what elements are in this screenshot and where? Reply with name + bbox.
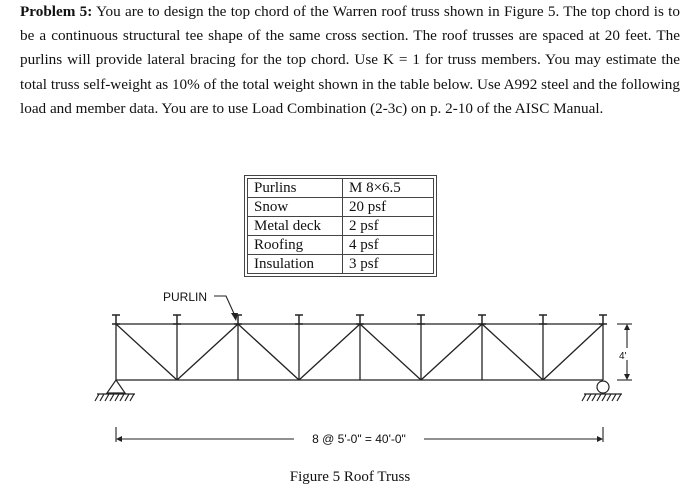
load-value: 4 psf xyxy=(343,236,434,255)
figure-caption: Figure 5 Roof Truss xyxy=(289,469,411,485)
diagonal-member xyxy=(360,324,421,380)
problem-statement xyxy=(20,0,680,121)
load-value: 2 psf xyxy=(343,217,434,236)
table-row xyxy=(248,236,434,255)
problem-text: You are to design the top chord of the Warren roof truss shown in Figure 5. The top chord is to be a continuous structural tee shape of the same cross section. The roof trusses are spaced at 20 feet. The purlins will provide lateral bracing for the top chord. Use K = 1 for truss members. You may estimate the total truss self-weight as 10% of the total weight shown in the table below. Use A992 steel and the following load and member data. You are to use Load Combination (2-3c) on p. 2-10 of the AISC Manual. xyxy=(20,3,680,117)
load-item: Roofing xyxy=(248,236,343,255)
purlin xyxy=(112,315,607,324)
diagonal-member xyxy=(421,324,482,380)
diagonal-member xyxy=(482,324,543,380)
table-row xyxy=(248,217,434,236)
span-label: 8 @ 5'-0" = 40'-0" xyxy=(312,432,406,446)
table-row xyxy=(248,198,434,217)
load-value: M 8×6.5 xyxy=(343,179,434,198)
purlin-label: PURLIN xyxy=(163,290,208,304)
load-table xyxy=(247,178,434,274)
height-label: 4' xyxy=(619,351,627,362)
purlin-leader-arrow xyxy=(231,313,238,321)
load-item: Purlins xyxy=(248,179,343,198)
diagonal-member xyxy=(543,324,603,380)
table-row xyxy=(248,255,434,274)
diagonal-member xyxy=(238,324,299,380)
roller-support xyxy=(582,381,622,401)
load-item: Snow xyxy=(248,198,343,217)
truss-figure xyxy=(0,280,700,465)
pin-support xyxy=(95,380,135,401)
diagonal-member xyxy=(116,324,177,380)
load-value: 3 psf xyxy=(343,255,434,274)
problem-label: Problem 5: xyxy=(20,3,93,20)
load-value: 20 psf xyxy=(343,198,434,217)
diagonal-member xyxy=(177,324,238,380)
load-item: Insulation xyxy=(248,255,343,274)
diagonal-member xyxy=(299,324,360,380)
load-item: Metal deck xyxy=(248,217,343,236)
table-row xyxy=(248,179,434,198)
